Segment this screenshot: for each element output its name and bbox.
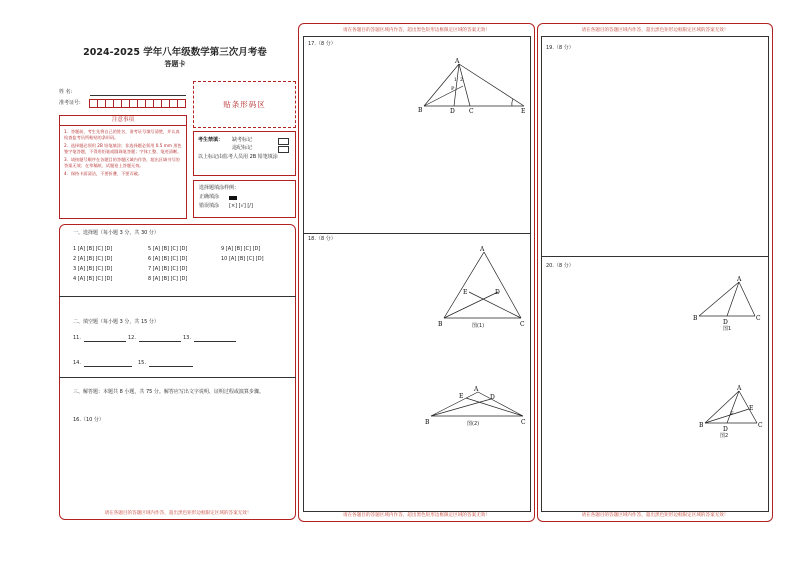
- q18-figure-1: [436, 242, 528, 334]
- q20-label-D: D: [723, 319, 728, 326]
- notice-item: 4．保持卡面清洁，不要折叠、不要弄破。: [64, 171, 143, 176]
- q12-blank[interactable]: [139, 341, 181, 342]
- bottom-warning-left: 请在各题目的答题区域内作答，超出黑色矩形边框限定区域的答案无效！: [104, 511, 252, 516]
- notice-item: 3．请按题号顺序在各题目的答题区域内作答，超出区域书写的答案无效；在草稿纸、试题卷上答题无效。: [64, 157, 180, 168]
- q20-caption-1: 图1: [723, 326, 732, 332]
- section-divider: [541, 256, 769, 257]
- exam-status-note: 以上标记由监考人员用 2B 铅笔填涂: [198, 154, 278, 160]
- q11-label: 11.: [73, 335, 81, 341]
- q11-blank[interactable]: [84, 341, 126, 342]
- q17-label-C: C: [469, 108, 474, 115]
- violation-checkbox[interactable]: [278, 146, 289, 153]
- mcq-row[interactable]: 6 [A] [B] [C] [D]: [148, 256, 188, 262]
- correct-fill-label: 正确填涂: [199, 194, 220, 200]
- q17-label-P: P: [451, 86, 455, 92]
- q18-label-E2: E: [459, 393, 464, 400]
- mcq-row[interactable]: 10 [A] [B] [C] [D]: [221, 256, 264, 262]
- q17-label: 17.（8 分）: [308, 41, 336, 47]
- q20-figure-2: [697, 385, 769, 435]
- mcq-row[interactable]: 1 [A] [B] [C] [D]: [73, 246, 113, 252]
- q18-caption-2: 图(2): [467, 421, 480, 427]
- q13-blank[interactable]: [194, 341, 236, 342]
- q17-label-D: D: [450, 108, 455, 115]
- q18-label: 18.（8 分）: [308, 236, 336, 242]
- q20-label: 20.（8 分）: [546, 263, 574, 269]
- section-divider: [59, 377, 296, 378]
- q20-label-C2: C: [758, 422, 763, 429]
- q17-label-A: A: [455, 58, 460, 65]
- q20-figure-1: [691, 274, 767, 330]
- exam-id-boxes[interactable]: [89, 99, 186, 108]
- section-divider: [303, 233, 531, 234]
- page-title: 2024-2025 学年八年级数学第三次月考卷: [83, 47, 267, 58]
- q20-label-A: A: [737, 276, 742, 283]
- wrong-fill-label: 错误填涂: [199, 203, 220, 209]
- barcode-label: 贴条形码区: [223, 100, 266, 109]
- barcode-area: [193, 81, 296, 128]
- q17-label-E: E: [521, 108, 526, 115]
- absent-checkbox[interactable]: [278, 138, 289, 145]
- q18-label-A2: A: [474, 386, 479, 393]
- q20-caption-2: 图2: [720, 433, 729, 439]
- q13-label: 13.: [183, 335, 191, 341]
- q15-blank[interactable]: [149, 366, 193, 367]
- q15-label: 15.: [138, 360, 146, 366]
- q18-label-B: B: [438, 321, 443, 328]
- q19-label: 19.（8 分）: [546, 45, 574, 51]
- q18-caption-1: 图(1): [472, 323, 485, 329]
- q18-label-B2: B: [425, 419, 430, 426]
- violation-label: 违纪标记: [232, 145, 253, 151]
- correct-fill-sample: [229, 196, 237, 200]
- q12-label: 12.: [128, 335, 136, 341]
- bottom-warning-middle: 请在各题目的答题区域内作答，超出黑色矩形边框限定区域的答案无效！: [342, 513, 490, 518]
- q20-label-E2: E: [749, 405, 754, 412]
- q20-label-F2: F: [730, 411, 734, 417]
- wrong-fill-sample: [×] [√] [/]: [229, 203, 253, 209]
- notice-item: 2．选择题必须用 2B 铅笔填涂；非选择题必须用 0.5 mm 黑色签字笔答题，不得用铅笔或圆珠笔答题；字体工整、笔迹清晰。: [64, 143, 182, 154]
- q14-label: 14.: [73, 360, 81, 366]
- fill-example-label: 选择题填涂样例：: [199, 185, 240, 191]
- mcq-row[interactable]: 5 [A] [B] [C] [D]: [148, 246, 188, 252]
- q18-label-C2: C: [521, 419, 526, 426]
- name-label: 姓 名:: [59, 89, 73, 95]
- notice-box: [59, 115, 187, 219]
- top-warning-right: 请在各题目的答题区域内作答，超出黑色矩形边框限定区域的答案无效！: [581, 28, 729, 33]
- top-warning-middle: 请在各题目的答题区域内作答，超出黑色矩形边框限定区域的答案无效！: [342, 28, 490, 33]
- q17-angle-2: 2: [460, 78, 463, 83]
- q20-label-C: C: [756, 315, 761, 322]
- section3-title: 三、解答题：本题共 8 小题，共 75 分。解答应写出文字说明、证明过程或演算步骤。: [73, 389, 264, 395]
- exam-status-box: [193, 131, 296, 176]
- mcq-row[interactable]: 2 [A] [B] [C] [D]: [73, 256, 113, 262]
- mcq-row[interactable]: 4 [A] [B] [C] [D]: [73, 276, 113, 282]
- q20-label-A2: A: [737, 385, 742, 392]
- page-subtitle: 答题卡: [164, 60, 186, 68]
- absent-label: 缺考标记: [232, 137, 253, 143]
- bottom-warning-right: 请在各题目的答题区域内作答，超出黑色矩形边框限定区域的答案无效！: [581, 513, 729, 518]
- fill-example-box: [193, 180, 296, 218]
- q17-angle-1: 1: [454, 78, 457, 83]
- q18-label-D2: D: [490, 394, 495, 401]
- notice-heading: 注意事项: [60, 116, 186, 126]
- section1-title: 一、选择题（每小题 3 分，共 30 分）: [73, 230, 159, 236]
- mcq-row[interactable]: 3 [A] [B] [C] [D]: [73, 266, 113, 272]
- notice-item: 1．答题前，考生先将自己的姓名，准考证号填写清楚，并认真检查监考员所粘贴的条形码。: [64, 129, 180, 140]
- mcq-row[interactable]: 7 [A] [B] [C] [D]: [148, 266, 188, 272]
- name-field[interactable]: [90, 95, 186, 96]
- q14-blank[interactable]: [84, 366, 132, 367]
- q18-label-A: A: [480, 246, 485, 253]
- q17-figure: [416, 56, 532, 118]
- q20-label-B: B: [693, 315, 698, 322]
- q20-label-D2: D: [723, 426, 728, 433]
- mcq-row[interactable]: 9 [A] [B] [C] [D]: [221, 246, 261, 252]
- q18-label-D: D: [495, 289, 500, 296]
- mcq-row[interactable]: 8 [A] [B] [C] [D]: [148, 276, 188, 282]
- q20-label-B2: B: [699, 422, 704, 429]
- section2-title: 二、填空题（每小题 3 分，共 15 分）: [73, 319, 159, 325]
- q18-label-C: C: [520, 321, 525, 328]
- q16-label: 16.（10 分）: [73, 417, 104, 423]
- q18-label-E: E: [463, 289, 468, 296]
- exam-status-label: 考生禁填：: [198, 137, 224, 143]
- section-divider: [59, 296, 296, 297]
- exam-id-label: 准考证号:: [59, 100, 81, 106]
- q17-label-B: B: [418, 107, 423, 114]
